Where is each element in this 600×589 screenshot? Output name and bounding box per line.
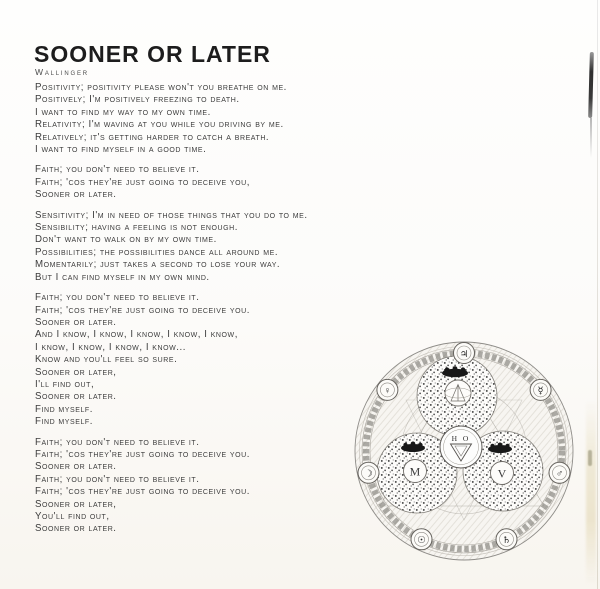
lyric-line: Sooner or later,	[35, 366, 117, 378]
lyric-line: Sooner or later.	[35, 523, 117, 535]
planet-medallion	[530, 379, 551, 400]
lyric-line: Faith; 'cos they're just going to deceive you.	[35, 486, 250, 498]
monogram-medallion-left	[404, 460, 427, 483]
stanza	[35, 210, 308, 284]
stanza	[35, 437, 308, 536]
hub-circle	[440, 426, 482, 468]
lyric-line: Sooner or later,	[35, 498, 117, 510]
lyric-line: Sooner or later.	[35, 461, 117, 473]
lyric-line: I'll find out,	[35, 378, 95, 390]
planet-symbol: ♄	[502, 536, 511, 547]
lyric-line: Faith; 'cos they're just going to deceive you.	[35, 304, 250, 316]
lyric-line: Relatively; it's getting harder to catch a breath.	[35, 131, 270, 143]
planet-medallion	[496, 529, 517, 550]
lyric-line: But I can find myself in my own mind.	[35, 271, 210, 283]
page-edge-line	[597, 0, 598, 589]
lyric-line: And I know, I know, I know, I know, I know,	[35, 329, 238, 341]
lyric-line: Relativity; I'm waving at you while you driving by me.	[35, 119, 284, 131]
lyric-line: Sooner or later.	[35, 391, 117, 403]
stanza	[35, 292, 308, 428]
monogram-medallion-right	[491, 462, 514, 485]
lyric-line: You'll find out,	[35, 511, 110, 522]
lyric-line: I know, I know, I know, I know...	[35, 341, 187, 353]
spine-shadow-mark	[588, 52, 594, 118]
planet-symbol: ☽	[364, 469, 373, 480]
stanza	[35, 82, 308, 156]
lyric-line: Positively; I'm positively freezing to death.	[35, 94, 240, 106]
lyric-line: Find myself.	[35, 403, 93, 415]
stanza	[35, 164, 308, 201]
hub-letters: H O	[451, 434, 471, 443]
planet-medallion	[358, 462, 379, 483]
planet-symbol: ☉	[417, 536, 426, 547]
page-edge-smudge	[588, 450, 592, 466]
monogram-right: V	[497, 466, 507, 481]
lyric-line: I want to find my way to my own time.	[35, 106, 211, 118]
lyric-line: Find myself.	[35, 416, 93, 428]
globe-medallion	[445, 380, 471, 406]
planet-medallion	[454, 343, 475, 364]
lyric-line: Positivity; positivity please won't you breathe on me.	[35, 82, 287, 93]
planet-medallion	[411, 529, 432, 550]
lyric-line: I want to find myself in a good time.	[35, 144, 207, 156]
planet-symbol: ♂	[555, 469, 564, 480]
lyric-line: Possibilities; the possibilities dance all around me.	[35, 246, 279, 258]
planet-medallion	[377, 379, 398, 400]
mandala-engraving-icon	[352, 340, 588, 578]
lyric-line: Don't want to walk on by my own time.	[35, 234, 217, 246]
lyric-line: Know and you'll feel so sure.	[35, 354, 178, 366]
artist-credit: Wallinger	[35, 67, 89, 77]
lyric-line: Sooner or later.	[35, 189, 117, 201]
spine-shadow-tail	[590, 118, 592, 158]
lyric-line: Faith; 'cos they're just going to deceive you.	[35, 448, 250, 460]
lyrics-block	[35, 82, 308, 544]
planet-medallion	[549, 462, 570, 483]
planet-symbol: ☿	[537, 386, 544, 397]
lyric-line: Faith; 'cos they're just going to deceive you,	[35, 176, 250, 188]
monogram-left: M	[409, 464, 421, 479]
lyric-line: Faith; you don't need to believe it.	[35, 292, 200, 304]
page-title: SOONER OR LATER	[34, 41, 271, 67]
lyric-line: Momentarily; just takes a second to lose your way.	[35, 259, 281, 271]
page-edge-cream-streak	[586, 400, 596, 585]
planet-symbol: ♀	[383, 386, 391, 397]
lyric-line: Sensitivity; I'm in need of those things that you do to me.	[35, 209, 308, 221]
lyric-line: Faith; you don't need to believe it.	[35, 473, 200, 485]
lyric-line: Faith; you don't need to believe it.	[35, 436, 200, 448]
lyric-line: Sensibility; having a feeling is not enough.	[35, 222, 238, 234]
lyric-line: Faith; you don't need to believe it.	[35, 164, 200, 176]
planet-symbol: ♃	[459, 349, 469, 360]
lyric-line: Sooner or later.	[35, 316, 117, 328]
